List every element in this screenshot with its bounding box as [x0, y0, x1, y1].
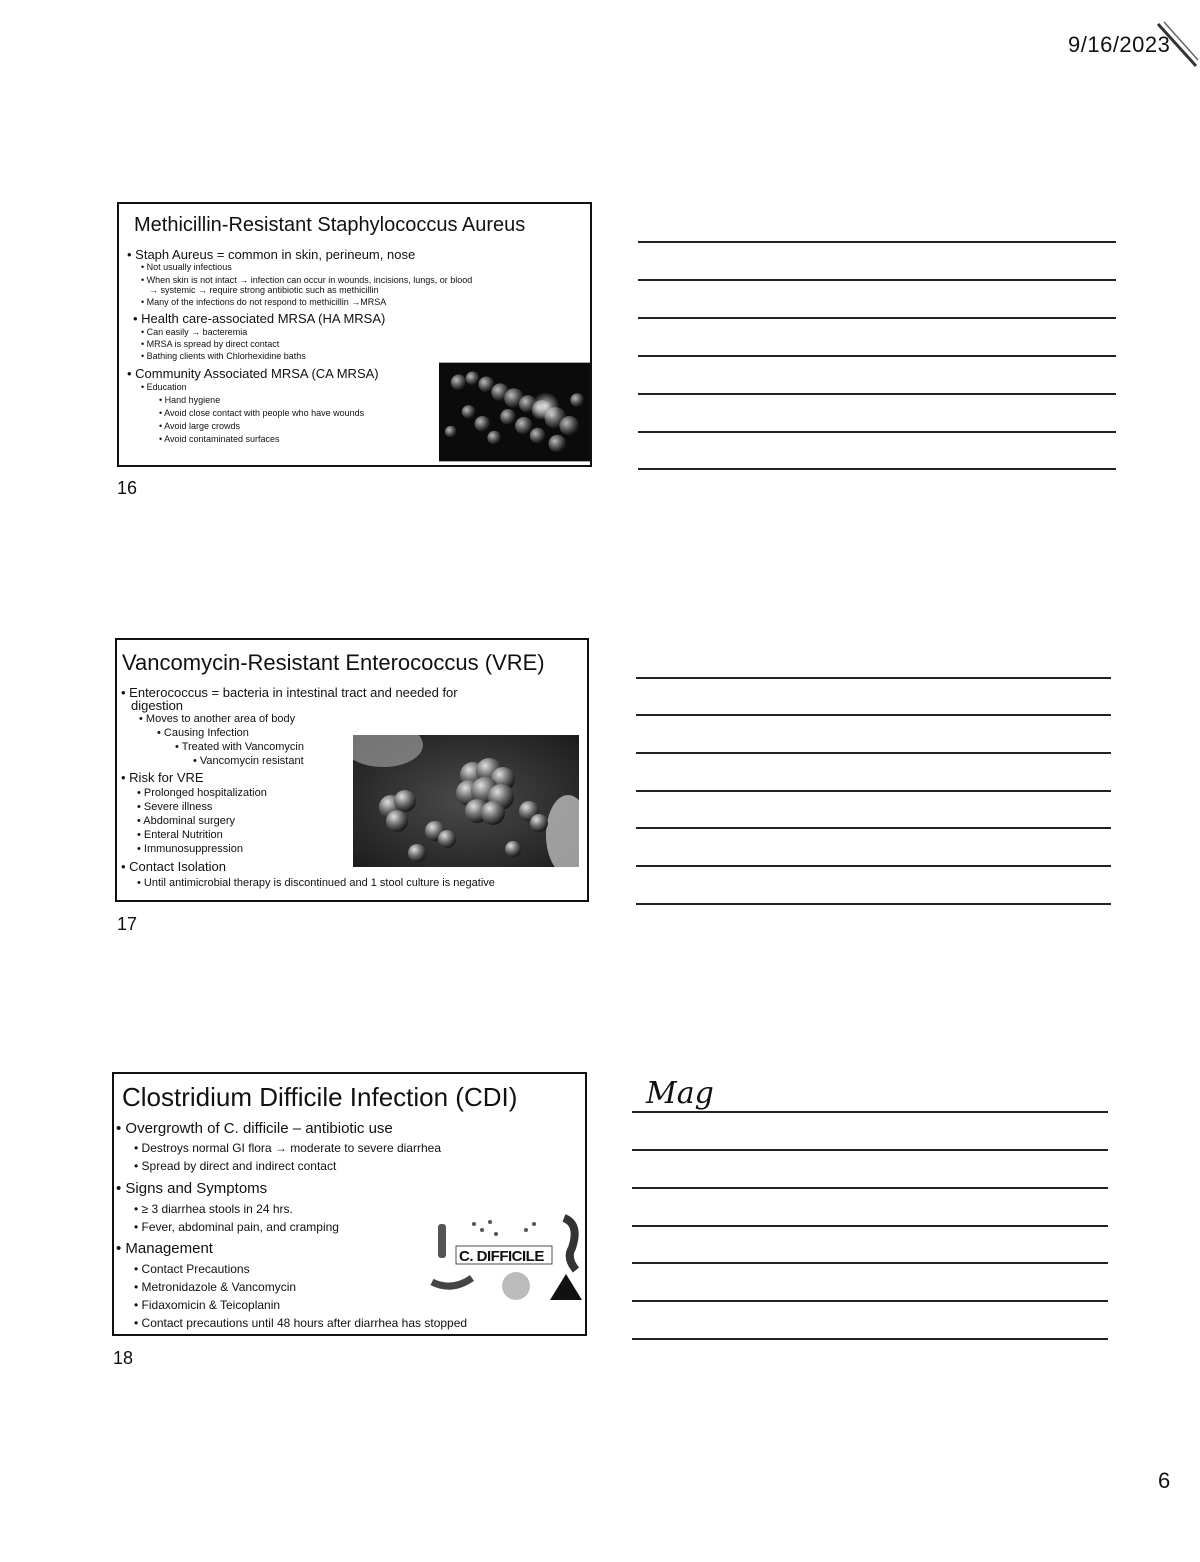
- bullet: • MRSA is spread by direct contact: [141, 339, 280, 349]
- note-line: [638, 468, 1116, 470]
- cdiff-diagram-label: C. DIFFICILE: [459, 1248, 544, 1265]
- bullet: • Abdominal surgery: [137, 815, 236, 827]
- note-line: [632, 1300, 1108, 1302]
- bullet: • Not usually infectious: [141, 262, 232, 272]
- note-line: [638, 241, 1116, 243]
- bullet: • Signs and Symptoms: [116, 1180, 268, 1197]
- slide-18: [112, 1072, 587, 1336]
- slide-17: [115, 638, 589, 902]
- slide-number: 17: [117, 914, 138, 934]
- bullet: • Fever, abdominal pain, and cramping: [134, 1220, 339, 1234]
- bullet: • Many of the infections do not respond to methicillin →MRSA: [141, 297, 387, 307]
- bullet: • Severe illness: [137, 801, 213, 813]
- slide-title: Clostridium Difficile Infection (CDI): [122, 1082, 518, 1112]
- bullet: → systemic → require strong antibiotic such as methicillin: [149, 285, 379, 295]
- bullet: • Until antimicrobial therapy is discontinued and 1 stool culture is negative: [137, 877, 495, 889]
- bullet: • Immunosuppression: [137, 843, 243, 855]
- bacteria-photo: [439, 362, 592, 462]
- bullet: • Staph Aureus = common in skin, perineum, nose: [127, 247, 416, 262]
- bullet: • Causing Infection: [157, 727, 249, 739]
- bullet: • Vancomycin resistant: [193, 755, 304, 767]
- handout-date: 9/16/2023: [1068, 32, 1171, 57]
- bullet: • Risk for VRE: [121, 770, 204, 785]
- bullet: • Destroys normal GI flora → moderate to severe diarrhea: [134, 1141, 441, 1155]
- staple-mark: [1150, 20, 1200, 70]
- note-line: [632, 1262, 1108, 1264]
- slide-16: [117, 202, 592, 467]
- note-line: [632, 1111, 1108, 1113]
- bullet: • Management: [116, 1240, 213, 1257]
- slide-title: Vancomycin-Resistant Enterococcus (VRE): [122, 650, 545, 675]
- bullet: • Contact Precautions: [134, 1262, 250, 1276]
- bullet: • Community Associated MRSA (CA MRSA): [127, 366, 379, 381]
- note-line: [638, 355, 1116, 357]
- note-line: [632, 1225, 1108, 1227]
- note-line: [636, 790, 1111, 792]
- note-line: [638, 431, 1116, 433]
- note-line: [636, 714, 1111, 716]
- note-line: [638, 393, 1116, 395]
- bullet: • Treated with Vancomycin: [175, 741, 304, 753]
- note-line: [632, 1149, 1108, 1151]
- note-line: [636, 903, 1111, 905]
- bullet: • Contact precautions until 48 hours after diarrhea has stopped: [134, 1316, 468, 1330]
- bullet: • Enteral Nutrition: [137, 829, 223, 841]
- note-line: [638, 317, 1116, 319]
- bullet: • Spread by direct and indirect contact: [134, 1159, 337, 1173]
- bullet: • Hand hygiene: [159, 395, 221, 405]
- bullet: • Education: [141, 382, 187, 392]
- bullet: • Avoid large crowds: [159, 421, 241, 431]
- slide-number: 16: [117, 478, 138, 498]
- bullet: • Overgrowth of C. difficile – antibiotic use: [116, 1120, 393, 1137]
- slide-number: 18: [113, 1348, 134, 1368]
- bullet: • Avoid close contact with people who have wounds: [159, 408, 365, 418]
- enterococcus-photo: [353, 735, 579, 867]
- note-line: [636, 752, 1111, 754]
- bullet: • Fidaxomicin & Teicoplanin: [134, 1298, 281, 1312]
- page-number: 6: [1158, 1468, 1171, 1493]
- bullet: • Enterococcus = bacteria in intestinal tract and needed for: [121, 685, 458, 700]
- bullet: • Can easily → bacteremia: [141, 327, 248, 337]
- note-line: [638, 279, 1116, 281]
- bullet: • Avoid contaminated surfaces: [159, 434, 280, 444]
- bullet: • Metronidazole & Vancomycin: [134, 1280, 297, 1294]
- bullet: • Health care-associated MRSA (HA MRSA): [133, 311, 386, 326]
- bullet: • Bathing clients with Chlorhexidine baths: [141, 351, 306, 361]
- bullet: digestion: [131, 698, 184, 713]
- note-line: [632, 1187, 1108, 1189]
- note-line: [636, 865, 1111, 867]
- handwritten-note: Mag: [646, 1076, 714, 1111]
- bullet: • Prolonged hospitalization: [137, 787, 267, 799]
- note-line: [636, 677, 1111, 679]
- note-line: [636, 827, 1111, 829]
- bullet: • Moves to another area of body: [139, 713, 296, 725]
- bullet: • Contact Isolation: [121, 859, 226, 874]
- bullet: • ≥ 3 diarrhea stools in 24 hrs.: [134, 1202, 293, 1216]
- bullet: • When skin is not intact → infection can occur in wounds, incisions, lungs, or blood: [141, 275, 473, 285]
- note-line: [632, 1338, 1108, 1340]
- slide-title: Methicillin-Resistant Staphylococcus Aureus: [134, 214, 526, 236]
